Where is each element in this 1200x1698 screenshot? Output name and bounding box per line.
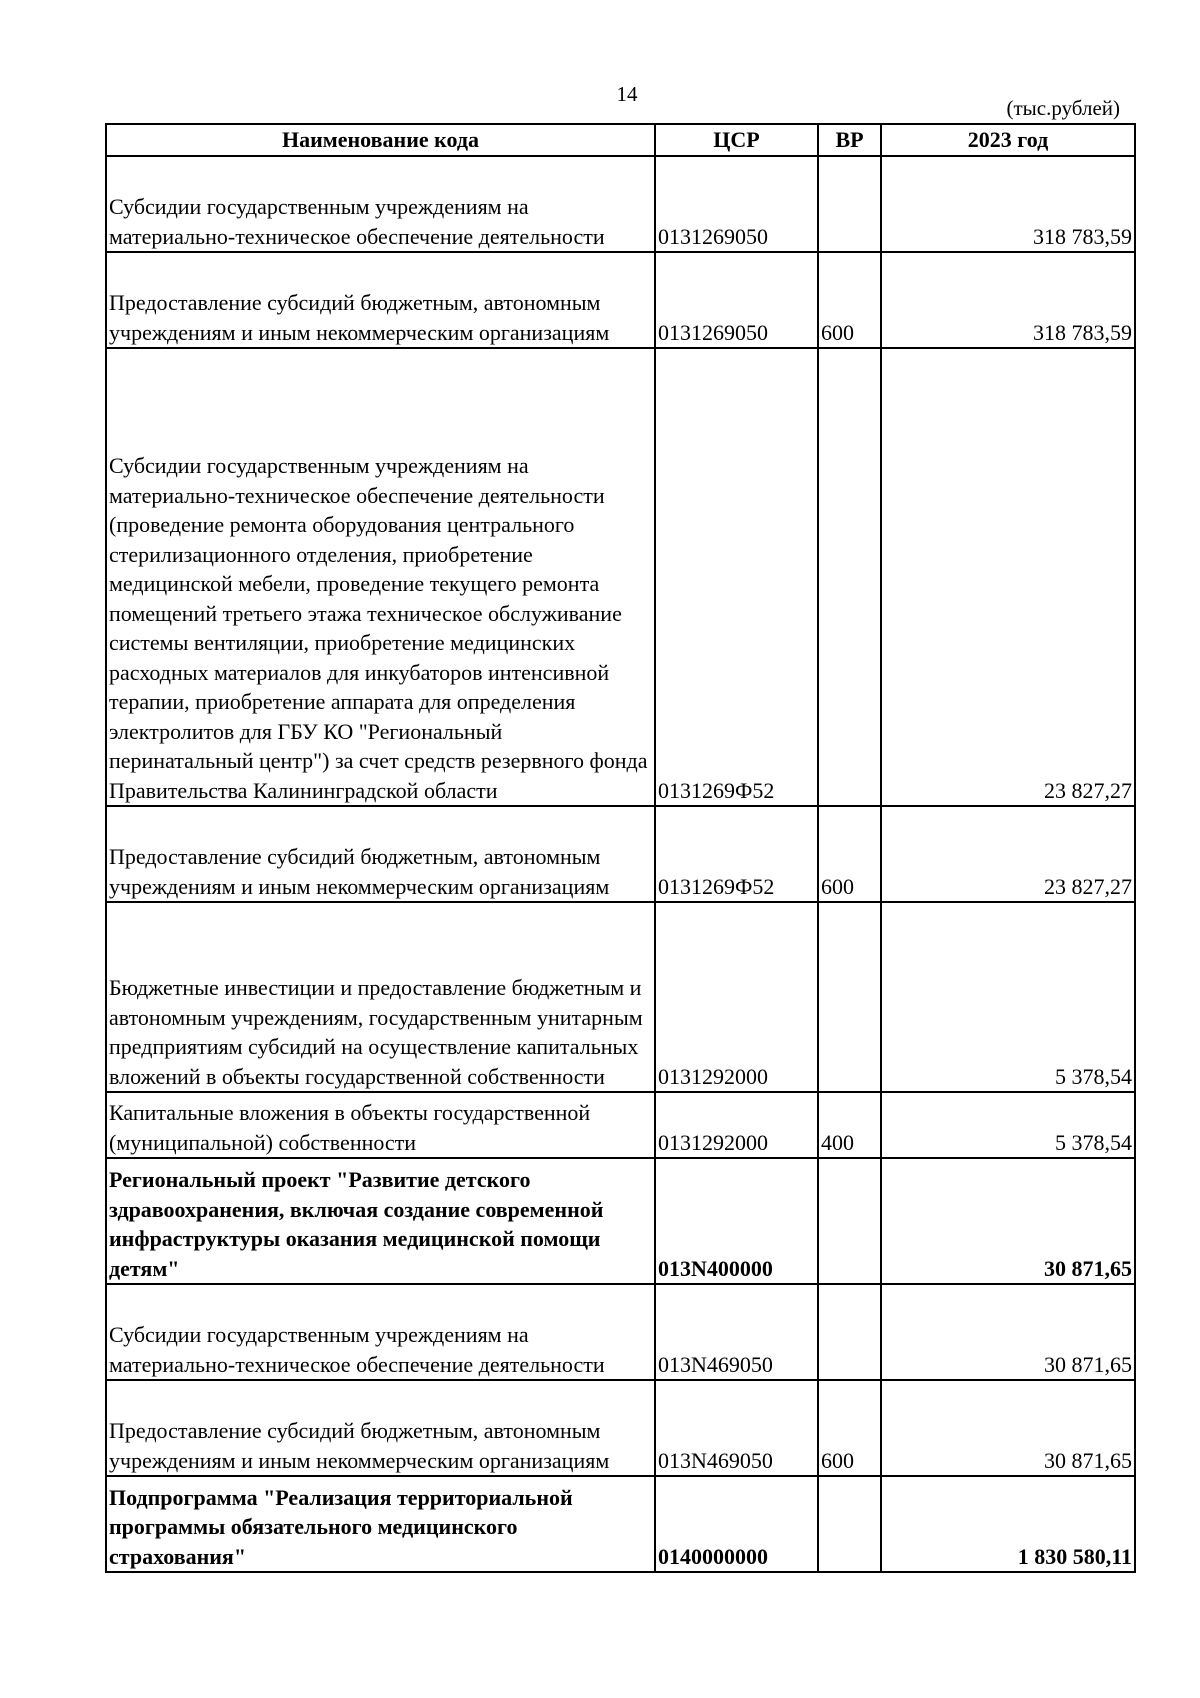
row-amount: 23 827,27 — [881, 806, 1135, 902]
row-amount: 30 871,65 — [881, 1380, 1135, 1476]
row-csr: 0140000000 — [655, 1476, 818, 1572]
row-csr: 013N469050 — [655, 1380, 818, 1476]
table-row — [106, 1284, 1135, 1380]
table-row — [106, 806, 1135, 902]
table-row — [106, 1158, 1135, 1284]
header-vr: ВР — [818, 124, 881, 156]
row-amount: 318 783,59 — [881, 156, 1135, 252]
row-name: Субсидии государственным учреждениям на материально-техническое обеспечение деятельности — [106, 156, 655, 252]
table-row — [106, 252, 1135, 348]
row-name: Субсидии государственным учреждениям на материально-техническое обеспечение деятельности (проведение ремонта оборудования центрального стерилизационного отделения, приобретение медицинской мебели, проведение текущего ремонта помещений третьего этажа техническое обслуживание системы вентиляции, приобретение медицинских расходных материалов для инкубаторов интенсивной терапии, приобретение аппарата для определения электролитов для ГБУ КО "Региональный перинатальный центр") за счет средств резервного фонда Правительства Калининградской области — [106, 348, 655, 806]
header-csr: ЦСР — [655, 124, 818, 156]
row-csr: 0131269050 — [655, 252, 818, 348]
row-amount: 1 830 580,11 — [881, 1476, 1135, 1572]
budget-table — [105, 123, 1136, 1573]
table-row — [106, 1092, 1135, 1158]
row-vr — [818, 348, 881, 806]
row-amount: 30 871,65 — [881, 1158, 1135, 1284]
table-row — [106, 1380, 1135, 1476]
table-row — [106, 156, 1135, 252]
row-vr — [818, 1284, 881, 1380]
row-amount: 318 783,59 — [881, 252, 1135, 348]
row-vr: 600 — [818, 806, 881, 902]
row-vr — [818, 1476, 881, 1572]
units-label: (тыс.рублей) — [1006, 96, 1120, 120]
row-vr: 600 — [818, 252, 881, 348]
row-name: Подпрограмма "Реализация территориальной программы обязательного медицинского страхования" — [106, 1476, 655, 1572]
row-vr — [818, 156, 881, 252]
row-csr: 0131292000 — [655, 902, 818, 1092]
row-name: Субсидии государственным учреждениям на материально-техническое обеспечение деятельности — [106, 1284, 655, 1380]
table-row — [106, 348, 1135, 806]
row-vr — [818, 1158, 881, 1284]
row-vr: 600 — [818, 1380, 881, 1476]
row-csr: 0131269Ф52 — [655, 348, 818, 806]
row-name: Предоставление субсидий бюджетным, автономным учреждениям и иным некоммерческим организациям — [106, 806, 655, 902]
row-csr: 0131292000 — [655, 1092, 818, 1158]
table-row — [106, 1476, 1135, 1572]
row-csr: 0131269Ф52 — [655, 806, 818, 902]
row-amount: 5 378,54 — [881, 902, 1135, 1092]
row-csr: 013N400000 — [655, 1158, 818, 1284]
row-name: Капитальные вложения в объекты государственной (муниципальной) собственности — [106, 1092, 655, 1158]
header-name: Наименование кода — [106, 124, 655, 156]
row-amount: 23 827,27 — [881, 348, 1135, 806]
row-name: Бюджетные инвестиции и предоставление бюджетным и автономным учреждениям, государственным унитарным предприятиям субсидий на осуществление капитальных вложений в объекты государственной собственности — [106, 902, 655, 1092]
row-vr — [818, 902, 881, 1092]
table-row — [106, 902, 1135, 1092]
row-name: Предоставление субсидий бюджетным, автономным учреждениям и иным некоммерческим организациям — [106, 252, 655, 348]
row-vr: 400 — [818, 1092, 881, 1158]
page-number: 14 — [616, 82, 638, 106]
header-year: 2023 год — [881, 124, 1135, 156]
row-csr: 013N469050 — [655, 1284, 818, 1380]
table-header-row — [106, 124, 1135, 156]
row-amount: 30 871,65 — [881, 1284, 1135, 1380]
row-name: Предоставление субсидий бюджетным, автономным учреждениям и иным некоммерческим организациям — [106, 1380, 655, 1476]
row-name: Региональный проект "Развитие детского здравоохранения, включая создание современной инфраструктуры оказания медицинской помощи детям" — [106, 1158, 655, 1284]
row-amount: 5 378,54 — [881, 1092, 1135, 1158]
row-csr: 0131269050 — [655, 156, 818, 252]
